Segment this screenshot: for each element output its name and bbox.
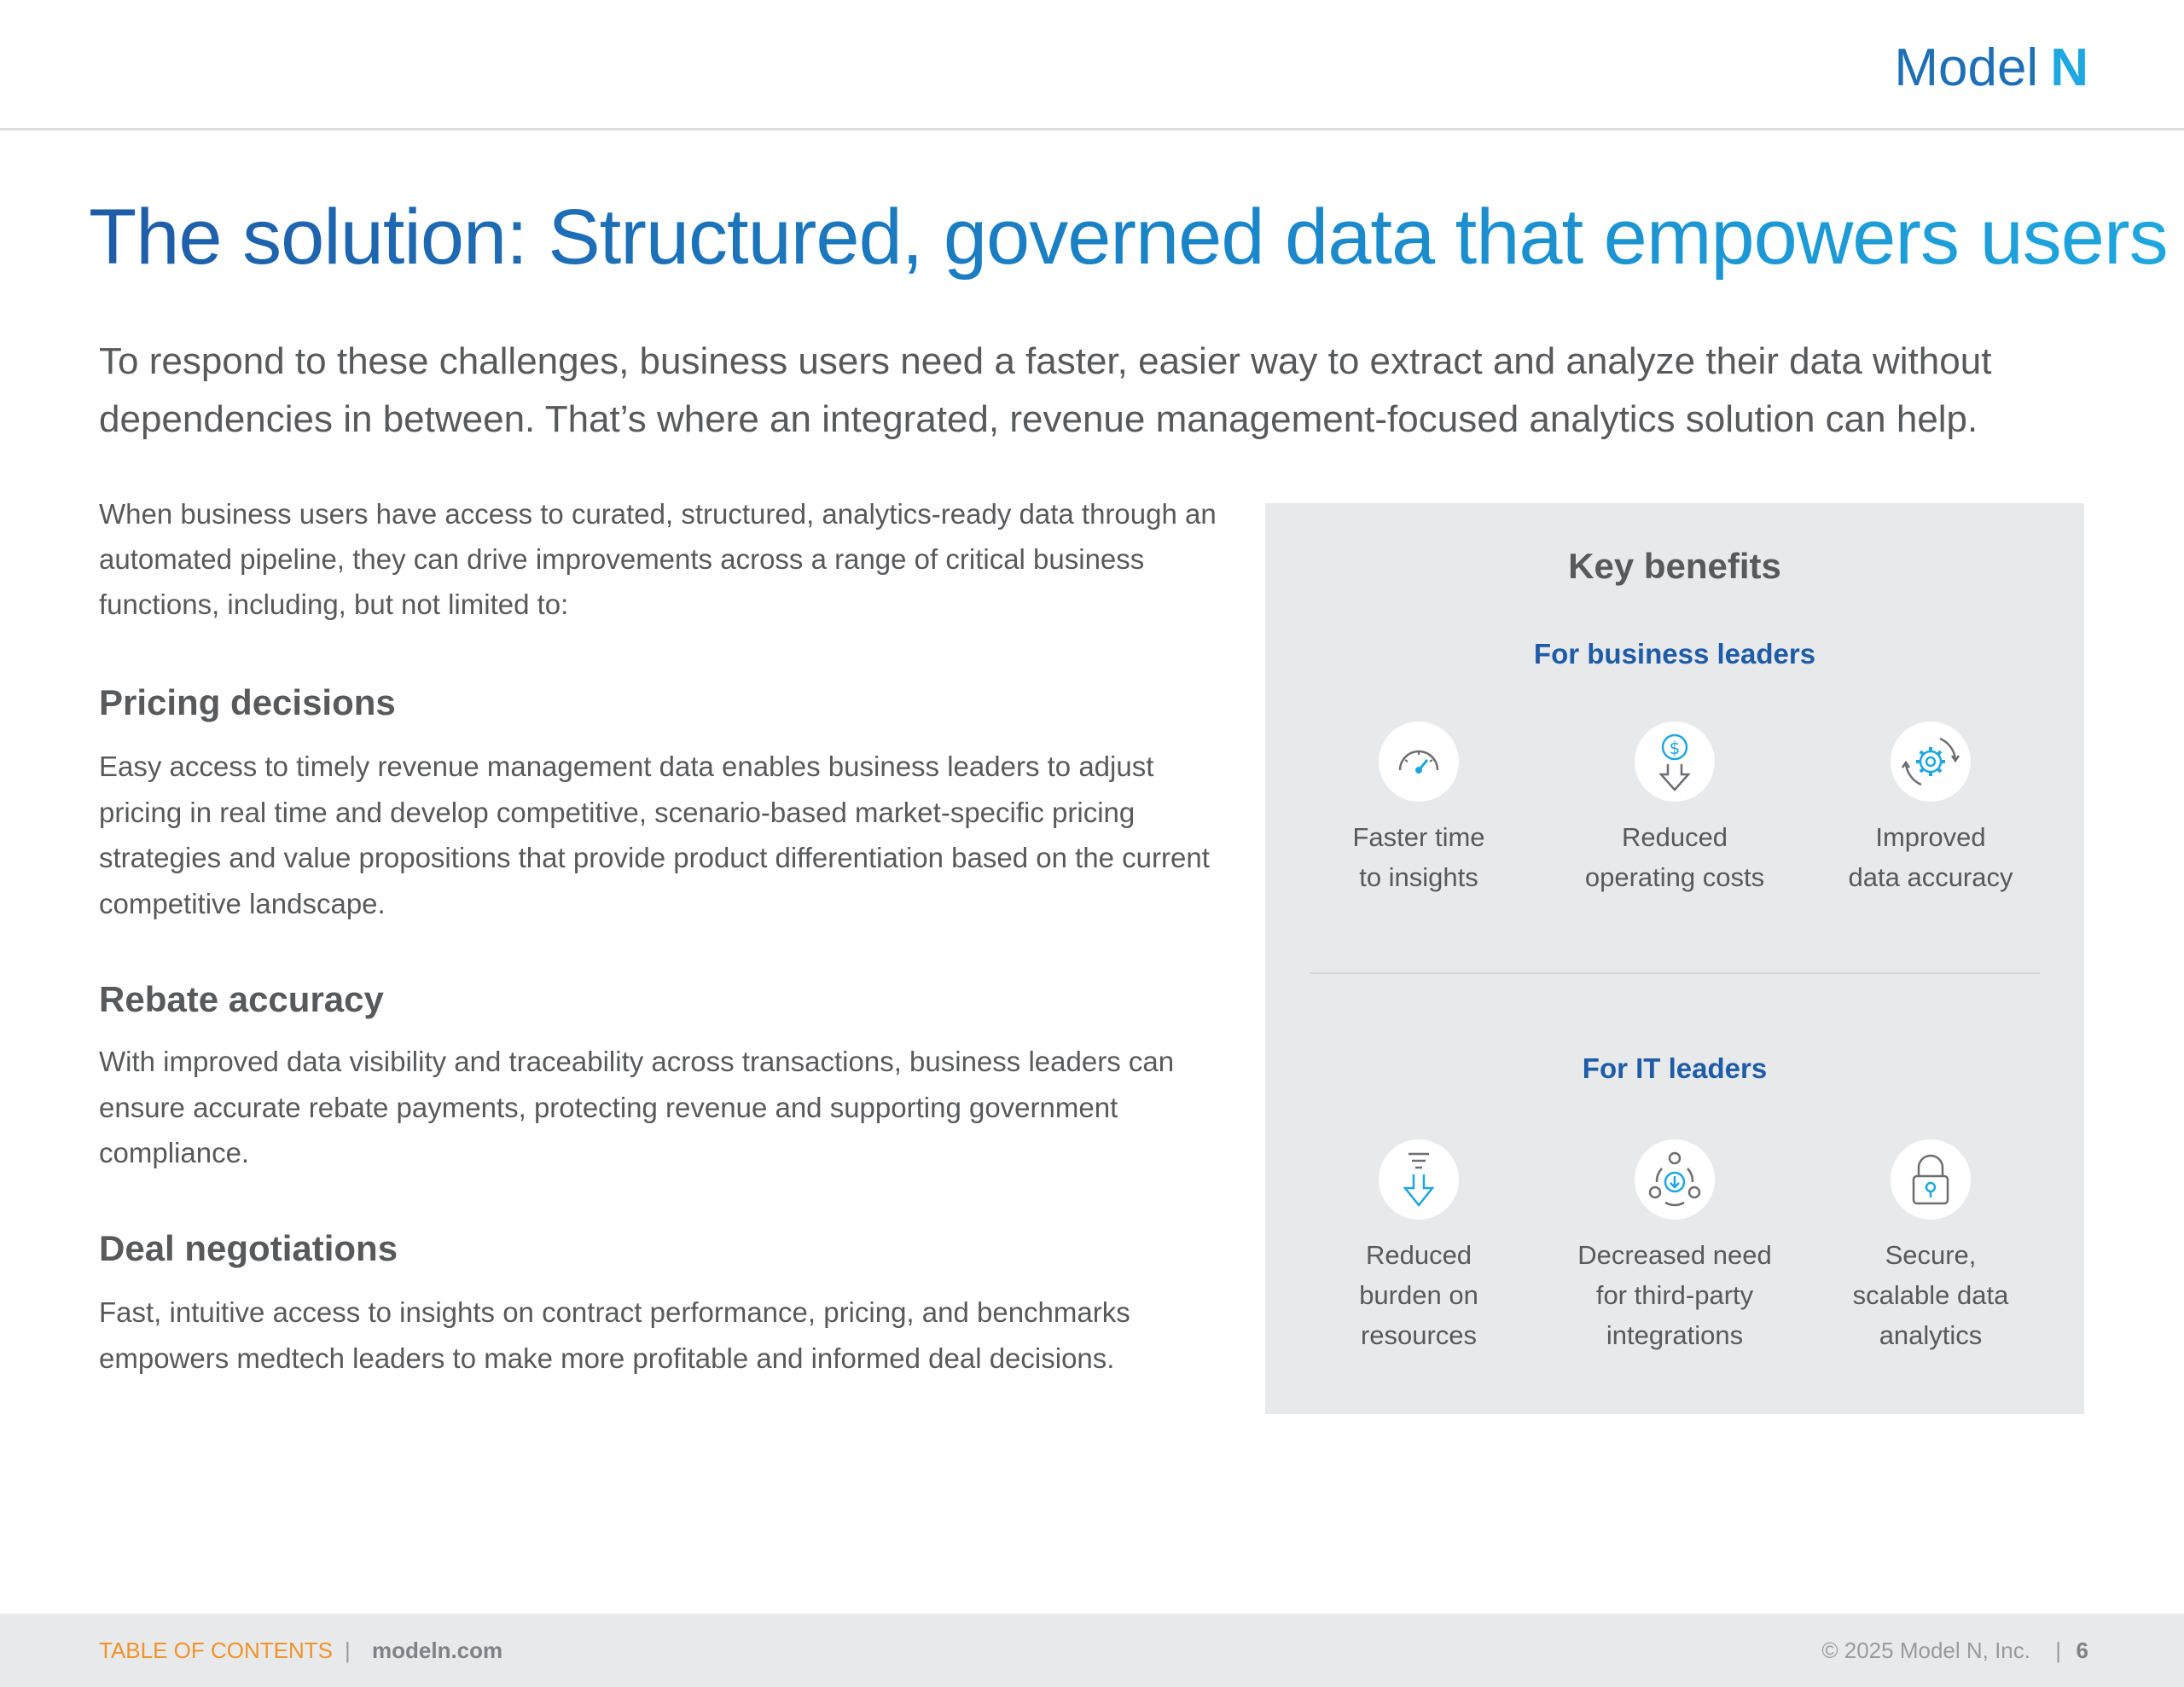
gear-cycle-icon [1891, 722, 1971, 802]
benefit-decreased-integrations [1547, 1139, 1803, 1355]
dollar-down-icon [1635, 722, 1715, 802]
copyright-text: © 2025 Model N, Inc. [1821, 1638, 2030, 1663]
it-leaders-title: For IT leaders [1582, 1052, 1768, 1084]
svg-text:$: $ [1669, 738, 1681, 758]
section-body-deal: Fast, intuitive access to insights on contract performance, pricing, and benchmarks empowers medtech leaders to make more profitable and informed deal decisions. [99, 1296, 1130, 1374]
table-of-contents-link[interactable]: TABLE OF CONTENTS [99, 1638, 333, 1663]
business-leaders-title: For business leaders [1533, 638, 1816, 670]
down-arrow-icon [1379, 1139, 1459, 1220]
page-title: The solution: Structured, governed data that empowers users [89, 194, 2168, 281]
speedometer-icon [1379, 722, 1459, 802]
logo-mark: N [2050, 38, 2088, 97]
website-link[interactable]: modeln.com [372, 1638, 503, 1663]
section-heading-rebate: Rebate accuracy [99, 979, 384, 1019]
benefit-label: Secure, scalable data analytics [1852, 1240, 2009, 1350]
panel-divider [1310, 972, 2040, 974]
intro-paragraph: To respond to these challenges, business users need a faster, easier way to extract and analyze their data without dependencies in between. That’s where an integrated, revenue management-focused analytics solution can help. [99, 340, 1992, 440]
benefit-label: Decreased need for third-party integrations [1577, 1240, 1772, 1350]
benefit-improved-accuracy [1803, 722, 2059, 897]
benefit-label: Faster time to insights [1352, 822, 1485, 892]
lead-paragraph: When business users have access to curated, structured, analytics-ready data through an automated pipeline, they can drive improvements across a range of critical business functions, including, but not limited to: [99, 498, 1217, 620]
benefit-faster-time [1291, 722, 1547, 897]
section-body-pricing: Easy access to timely revenue management data enables business leaders to adjust pricing in real time and develop competitive, scenario-based market-specific pricing strategies and value propositions that provide product differentiation based on the current competitive landscape. [99, 751, 1210, 919]
model-n-logo[interactable] [1894, 38, 2088, 98]
integration-gears-icon [1635, 1139, 1715, 1220]
footer-separator: | [2055, 1638, 2061, 1663]
benefit-reduced-burden [1291, 1139, 1547, 1355]
padlock-icon [1891, 1139, 1971, 1220]
section-body-rebate: With improved data visibility and traceability across transactions, business leaders can ensure accurate rebate payments, protecting revenue and supporting government compliance. [99, 1046, 1175, 1168]
section-heading-pricing: Pricing decisions [99, 682, 396, 722]
benefit-label: Reduced operating costs [1584, 822, 1765, 892]
logo-text: Model [1894, 38, 2039, 97]
benefit-label: Reduced burden on resources [1359, 1240, 1478, 1350]
key-benefits-title: Key benefits [1568, 546, 1781, 586]
footer-separator: | [345, 1638, 351, 1663]
benefit-reduced-costs [1547, 722, 1803, 897]
page-footer [0, 1614, 2184, 1687]
page-header [0, 0, 2184, 130]
page-number: 6 [2076, 1638, 2088, 1663]
key-benefits-panel [1265, 503, 2084, 1414]
benefit-label: Improved data accuracy [1848, 822, 2013, 892]
section-heading-deal: Deal negotiations [99, 1228, 398, 1268]
benefit-secure-analytics [1803, 1139, 2059, 1355]
